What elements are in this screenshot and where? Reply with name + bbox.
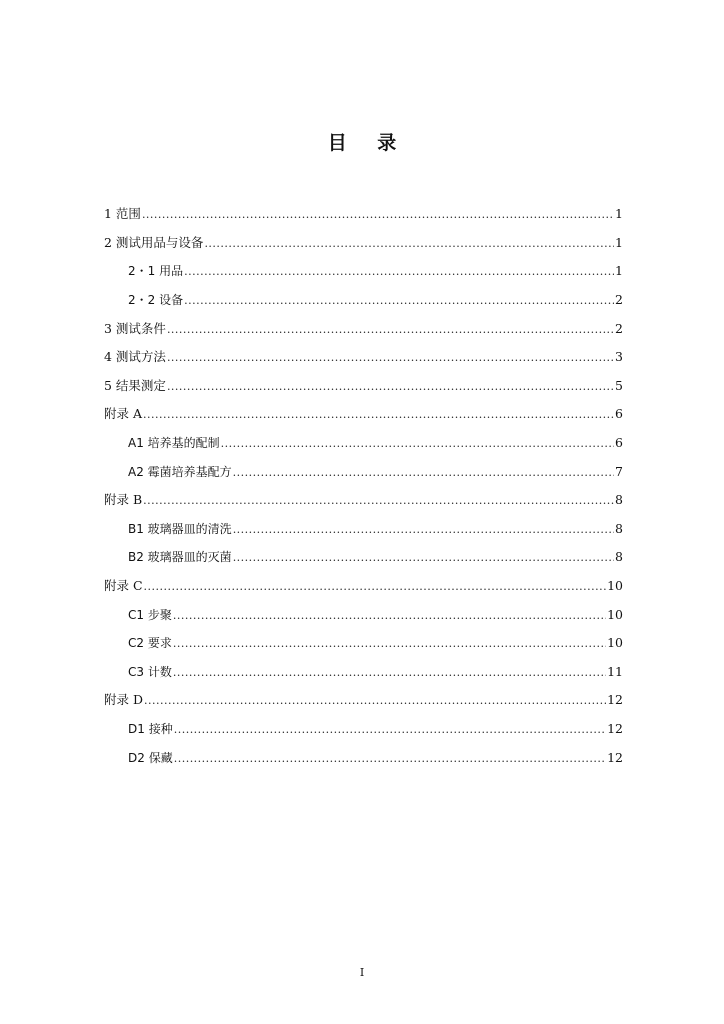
toc-entry-label: A1 培养基的配制: [128, 436, 220, 451]
toc-entry-label: 1 范围: [104, 206, 141, 222]
toc-entry[interactable]: [104, 457, 623, 486]
toc-entry-page: 8: [615, 520, 623, 536]
toc-entry-page: 7: [615, 463, 623, 479]
toc-dot-leader: [233, 466, 614, 480]
toc-entry[interactable]: [104, 743, 623, 772]
toc-entry-page: 3: [615, 349, 623, 365]
toc-dot-leader: [143, 494, 614, 508]
toc-entry-page: 2: [615, 320, 623, 336]
toc-entry-page: 6: [615, 406, 623, 422]
toc-entry-page: 1: [615, 263, 623, 279]
toc-entry[interactable]: [104, 372, 623, 401]
toc-dot-leader: [142, 208, 614, 222]
toc-entry-page: 1: [615, 234, 623, 250]
toc-entry-label: 附录 D: [104, 692, 143, 708]
toc-entry[interactable]: [104, 229, 623, 258]
toc-entry[interactable]: [104, 343, 623, 372]
toc-entry-page: 10: [607, 635, 623, 651]
toc-entry[interactable]: [104, 286, 623, 315]
toc-entry[interactable]: [104, 686, 623, 715]
toc-entry-page: 10: [607, 578, 623, 594]
toc-entry[interactable]: [104, 629, 623, 658]
toc-dot-leader: [173, 637, 606, 651]
toc-entry-page: 8: [615, 492, 623, 508]
toc-entry-page: 10: [607, 606, 623, 622]
toc-entry-label: A2 霉菌培养基配方: [128, 464, 232, 479]
page-number: I: [359, 966, 365, 979]
toc-dot-leader: [144, 694, 606, 708]
toc-entry[interactable]: [104, 486, 623, 515]
toc-dot-leader: [174, 752, 606, 766]
table-of-contents: [104, 200, 623, 772]
toc-entry[interactable]: [104, 543, 623, 572]
toc-dot-leader: [167, 380, 614, 394]
toc-entry[interactable]: [104, 600, 623, 629]
toc-entry-label: B2 玻璃器皿的灭菌: [128, 550, 232, 565]
toc-entry[interactable]: [104, 314, 623, 343]
toc-dot-leader: [233, 551, 614, 565]
page-title: 目 录: [327, 132, 409, 154]
toc-entry-label: 附录 C: [104, 578, 143, 594]
toc-entry-page: 5: [615, 377, 623, 393]
toc-entry-page: 11: [607, 663, 623, 679]
toc-entry-label: 5 结果测定: [104, 377, 166, 393]
toc-entry[interactable]: [104, 257, 623, 286]
toc-entry-page: 12: [607, 749, 623, 765]
toc-entry-page: 8: [615, 549, 623, 565]
toc-dot-leader: [167, 323, 614, 337]
toc-dot-leader: [174, 723, 606, 737]
toc-entry-label: 2 测试用品与设备: [104, 234, 204, 250]
toc-entry[interactable]: [104, 429, 623, 458]
toc-entry[interactable]: [104, 658, 623, 687]
toc-entry-page: 12: [607, 720, 623, 736]
toc-dot-leader: [143, 408, 614, 422]
toc-dot-leader: [221, 437, 614, 451]
toc-dot-leader: [144, 580, 607, 594]
toc-entry-label: D2 保藏: [128, 750, 173, 765]
toc-entry-label: C2 要求: [128, 636, 172, 651]
toc-dot-leader: [233, 523, 614, 537]
toc-entry-label: 附录 B: [104, 492, 143, 508]
toc-entry[interactable]: [104, 715, 623, 744]
toc-entry-page: 2: [615, 292, 623, 308]
toc-entry[interactable]: [104, 515, 623, 544]
toc-dot-leader: [204, 237, 614, 251]
toc-entry-label: D1 接种: [128, 721, 173, 736]
toc-entry-label: 3 测试条件: [104, 320, 166, 336]
toc-entry-page: 6: [615, 435, 623, 451]
toc-dot-leader: [167, 351, 614, 365]
toc-dot-leader: [184, 294, 614, 308]
toc-entry-page: 1: [615, 206, 623, 222]
toc-entry[interactable]: [104, 200, 623, 229]
toc-entry-page: 12: [607, 692, 623, 708]
toc-dot-leader: [173, 666, 606, 680]
toc-entry-label: B1 玻璃器皿的清洗: [128, 521, 232, 536]
toc-entry-label: 4 测试方法: [104, 349, 166, 365]
toc-entry[interactable]: [104, 400, 623, 429]
toc-entry-label: C3 计数: [128, 664, 172, 679]
toc-entry-label: C1 步聚: [128, 607, 172, 622]
toc-dot-leader: [173, 609, 606, 623]
toc-entry[interactable]: [104, 572, 623, 601]
toc-dot-leader: [184, 265, 614, 279]
toc-entry-label: 2・1 用品: [128, 264, 184, 279]
toc-entry-label: 附录 A: [104, 406, 143, 422]
toc-entry-label: 2・2 设备: [128, 293, 184, 308]
